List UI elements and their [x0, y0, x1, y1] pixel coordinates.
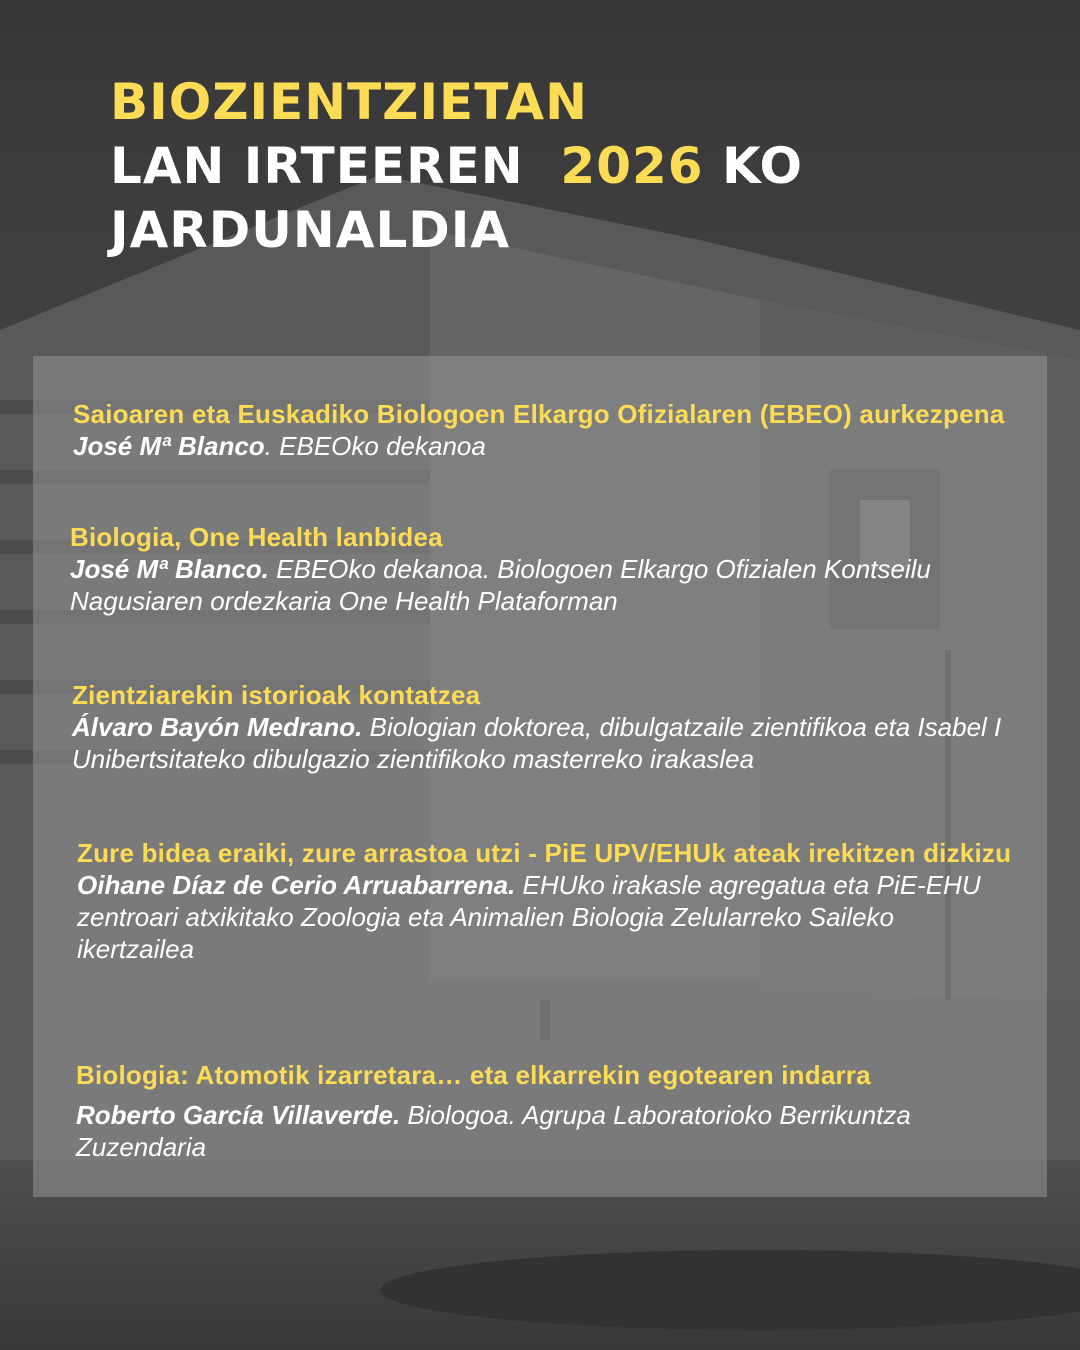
session-5	[76, 1059, 1051, 1163]
speaker-role: EBEOko dekanoa. Biologoen Elkargo Ofizialen Kontseilu Nagusiaren ordezkaria One Health Plataforman	[70, 554, 931, 616]
speaker-role: Biologian doktorea, dibulgatzaile zientifikoa eta Isabel I Unibertsitateko dibulgazio zientifikoko masterreko irakaslea	[72, 712, 1002, 774]
speaker-role: . EBEOko dekanoa	[264, 431, 486, 461]
session-speaker-info	[77, 869, 997, 965]
session-speaker-info	[73, 430, 1048, 462]
page-title	[110, 70, 803, 262]
session-title: Saioaren eta Euskadiko Biologoen Elkargo Ofizialaren (EBEO) aurkezpena	[73, 399, 1005, 429]
session-title: Zure bidea eraiki, zure arrastoa utzi - PiE UPV/EHUk ateak irekitzen dizkizu	[77, 838, 1012, 868]
session-3	[72, 679, 1047, 775]
session-2	[70, 521, 1045, 617]
title-line-2	[110, 134, 803, 198]
session-speaker-info	[72, 711, 1012, 775]
title-year: 2026	[560, 137, 704, 195]
agenda-panel	[33, 356, 1047, 1197]
speaker-name: Roberto García Villaverde.	[76, 1100, 401, 1130]
session-title: Biologia, One Health lanbidea	[70, 522, 443, 552]
session-title: Zientziarekin istorioak kontatzea	[72, 680, 481, 710]
title-line-2-prefix: LAN IRTEEREN	[110, 137, 524, 195]
title-line-2-suffix: KO	[722, 137, 804, 195]
session-speaker-info	[76, 1099, 1041, 1163]
speaker-name: Oihane Díaz de Cerio Arruabarrena.	[77, 870, 516, 900]
title-line-1: BIOZIENTZIETAN	[110, 73, 588, 131]
speaker-name: José Mª Blanco.	[70, 554, 269, 584]
session-1	[73, 398, 1048, 462]
session-4	[77, 837, 1012, 965]
session-speaker-info	[70, 553, 950, 617]
speaker-name: José Mª Blanco	[73, 431, 265, 461]
speaker-role: EHUko irakasle agregatua eta PiE-EHU zentroari atxikitako Zoologia eta Animalien Biologia Zelularreko Saileko ikertzailea	[77, 870, 981, 964]
session-title: Biologia: Atomotik izarretara… eta elkarrekin egotearen indarra	[76, 1060, 871, 1090]
title-line-3: JARDUNALDIA	[110, 201, 511, 259]
speaker-role: Biologoa. Agrupa Laboratorioko Berrikuntza Zuzendaria	[76, 1100, 911, 1162]
speaker-name: Álvaro Bayón Medrano.	[72, 712, 363, 742]
